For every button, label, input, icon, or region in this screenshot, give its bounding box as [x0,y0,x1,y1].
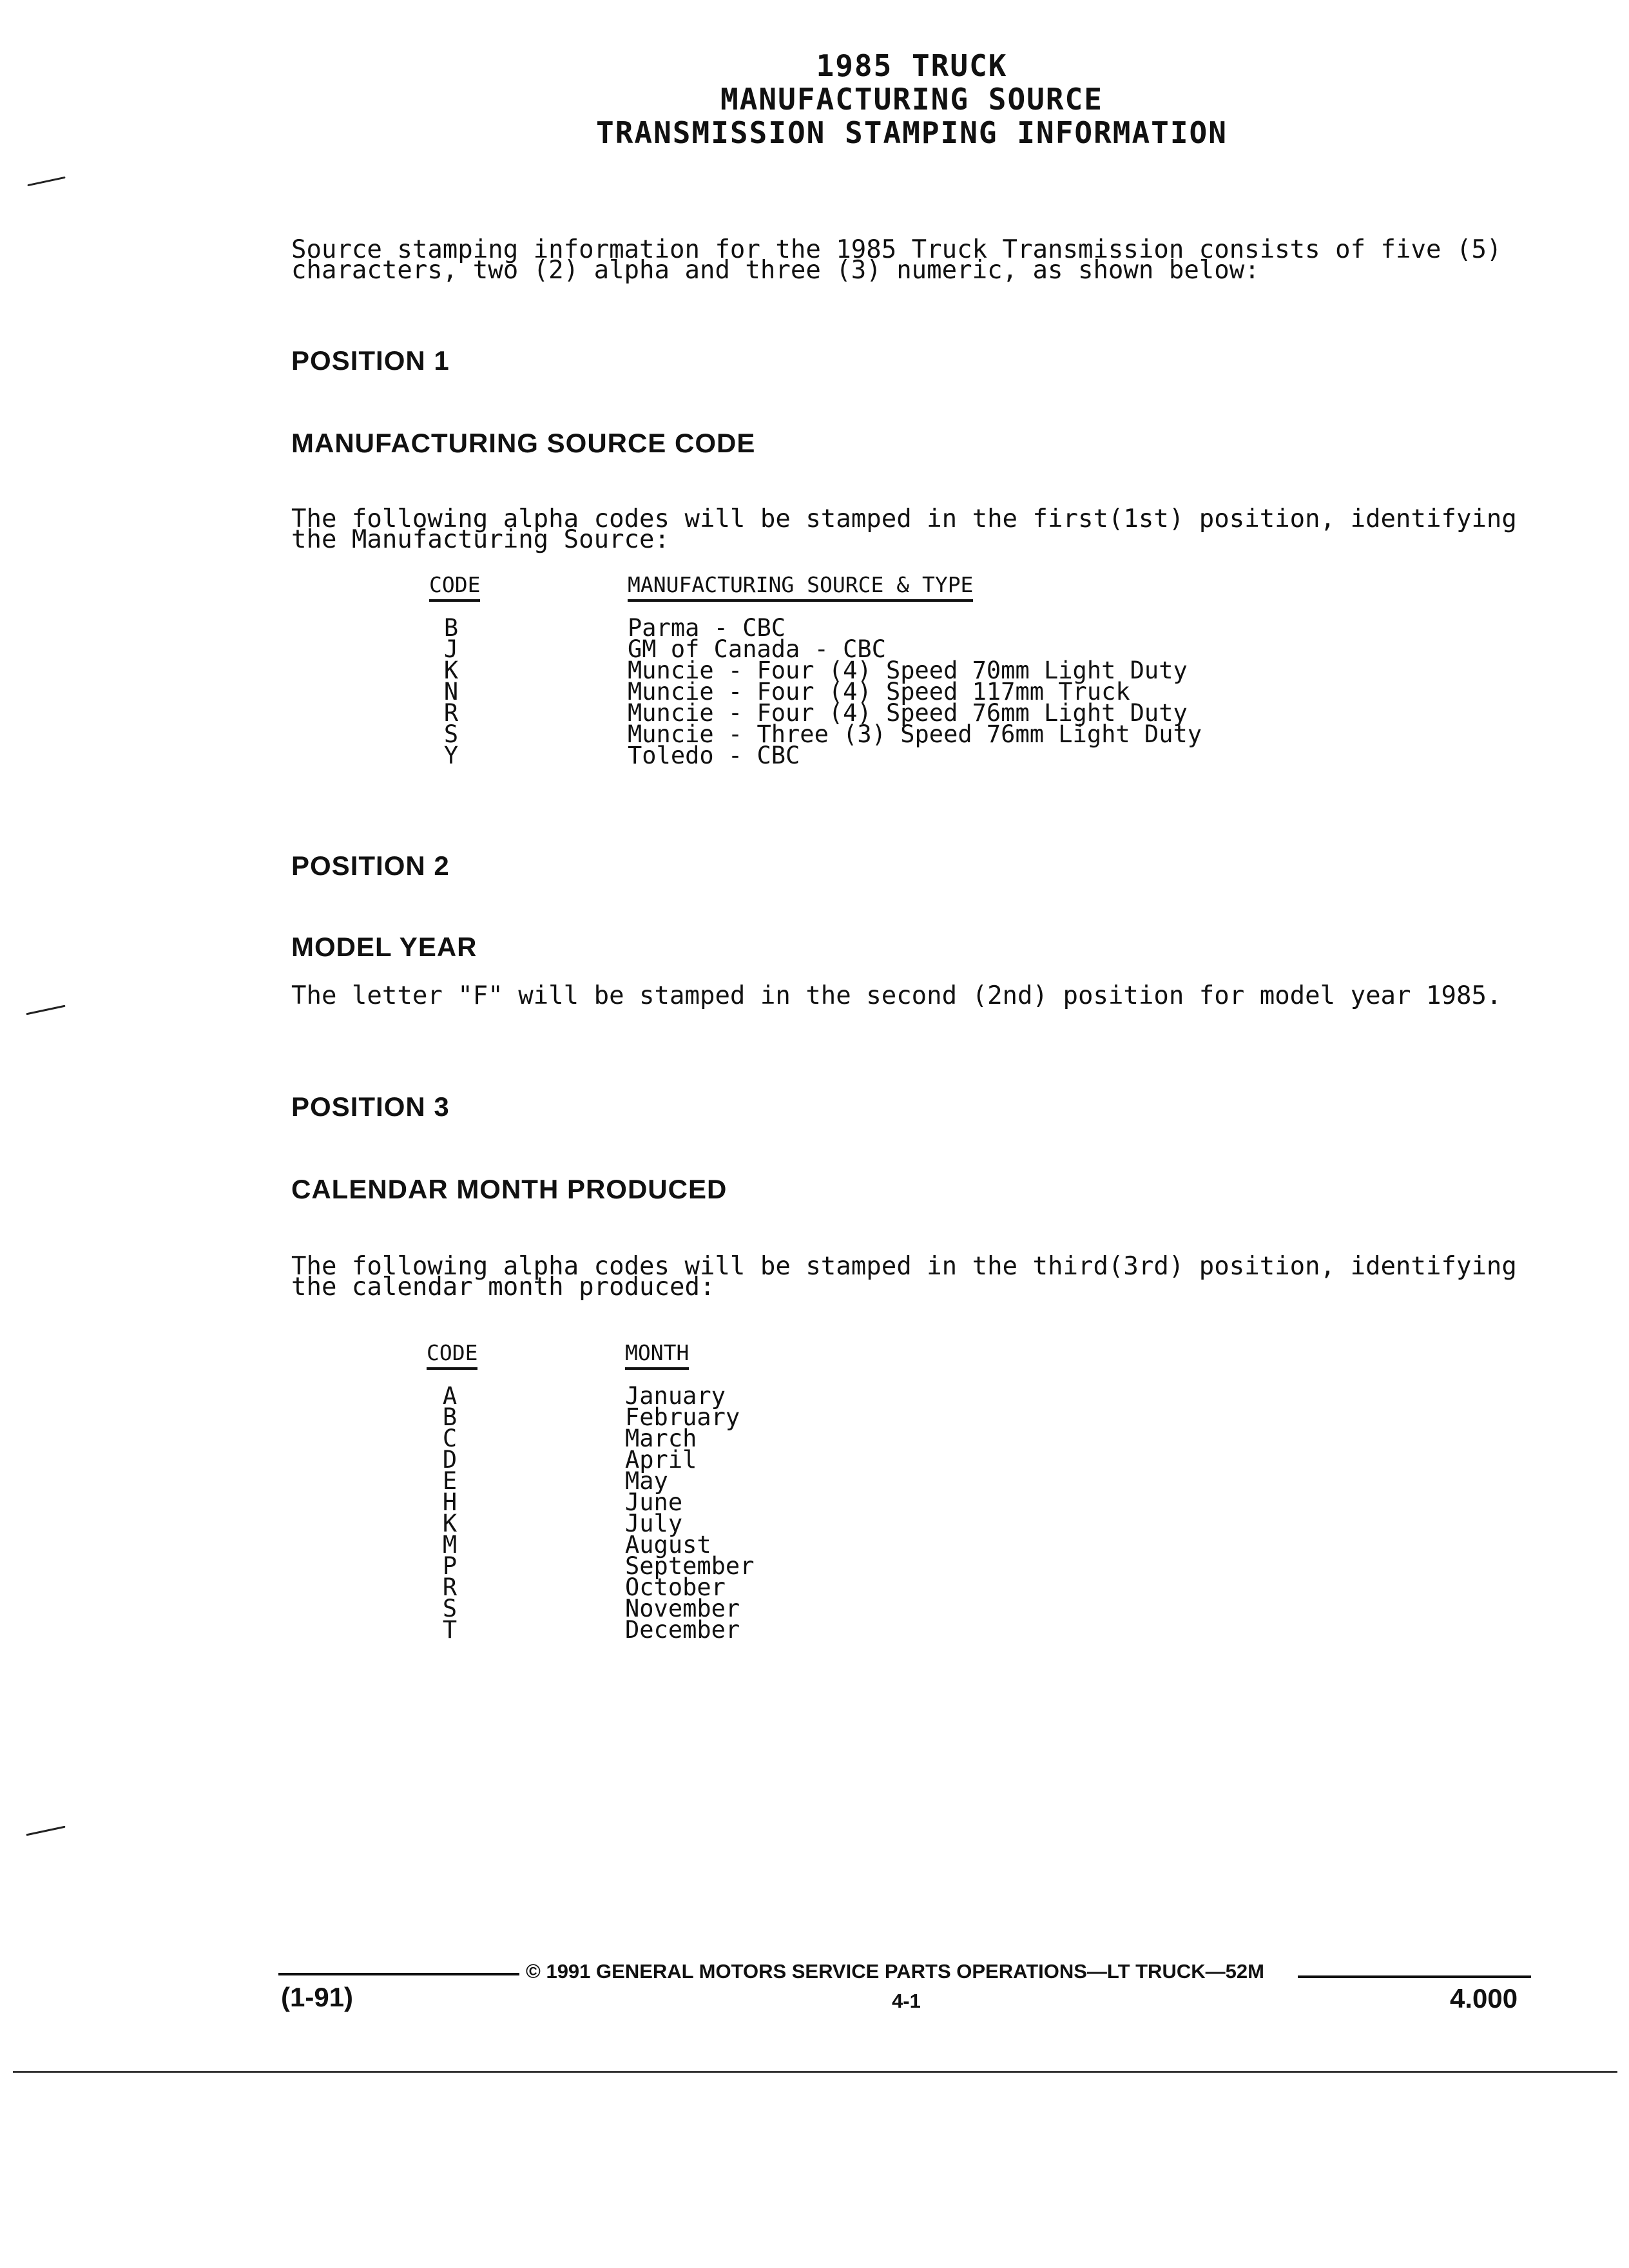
month-name: October [625,1573,726,1601]
source-type: Muncie - Four (4) Speed 117mm Truck [628,678,1130,706]
footer-rule-right [1298,1975,1531,1978]
footer-revision: (1-91) [281,1982,354,2012]
month-code: B [442,1403,458,1431]
footer-section-number: 4.000 [1450,1983,1518,2013]
month-name: December [625,1616,740,1644]
month-code: E [442,1467,458,1495]
month-code: S [442,1595,458,1622]
month-name: May [625,1467,668,1495]
model-year-text: The letter "F" will be stamped in the second (2nd) position for model year 1985. [291,981,1502,1010]
month-name: November [625,1595,740,1622]
binder-mark [26,1826,65,1836]
source-type-column-header: MANUFACTURING SOURCE & TYPE [628,572,973,602]
month-list [625,1382,755,1644]
source-code: B [443,614,459,642]
title-line-3: TRANSMISSION STAMPING INFORMATION [596,115,1228,150]
month-code: A [442,1382,458,1410]
month-code: R [442,1573,458,1601]
intro-line-2: characters, two (2) alpha and three (3) numeric, as shown below: [291,256,1260,285]
position-3-text-line-2: the calendar month produced: [291,1273,715,1302]
source-code: S [443,720,459,748]
page-bottom-rule [13,2071,1617,2073]
source-code-column-header: CODE [429,572,480,602]
source-type: Parma - CBC [628,614,786,642]
position-1-text-line-1: The following alpha codes will be stamped in the first(1st) position, identifying [291,505,1517,533]
title-line-2: MANUFACTURING SOURCE [720,82,1103,117]
month-code: M [442,1531,458,1559]
month-name: March [625,1425,697,1452]
month-code: H [442,1488,458,1516]
source-type: Muncie - Four (4) Speed 70mm Light Duty [628,657,1188,684]
position-3-heading: POSITION 3 [291,1091,450,1122]
source-code: J [443,635,459,663]
source-type: Muncie - Three (3) Speed 76mm Light Duty [628,720,1202,748]
source-code: K [443,657,459,684]
source-code: N [443,678,459,706]
month-name: June [625,1488,683,1516]
position-1-heading: POSITION 1 [291,345,450,376]
footer-copyright: © 1991 GENERAL MOTORS SERVICE PARTS OPERATIONS—LT TRUCK—52M [526,1960,1264,1983]
source-type: Toledo - CBC [628,742,800,769]
source-code: Y [443,742,459,769]
month-code: C [442,1425,458,1452]
month-name: September [625,1552,755,1580]
source-type: Muncie - Four (4) Speed 76mm Light Duty [628,699,1188,727]
month-name: July [625,1510,683,1537]
manufacturing-source-heading: MANUFACTURING SOURCE CODE [291,428,756,458]
month-name: April [625,1446,697,1474]
month-name: February [625,1403,740,1431]
source-code: R [443,699,459,727]
month-column-header: MONTH [625,1340,689,1370]
source-type: GM of Canada - CBC [628,635,886,663]
month-code: K [442,1510,458,1537]
footer-page-number: 4-1 [892,1990,921,2012]
footer-rule-left [278,1973,519,1975]
intro-line-1: Source stamping information for the 1985 Truck Transmission consists of five (5) [291,235,1502,264]
month-name: August [625,1531,711,1559]
title-line-1: 1985 TRUCK [816,48,1008,83]
month-code-column-header: CODE [427,1340,477,1370]
month-code: T [442,1616,458,1644]
month-name: January [625,1382,726,1410]
position-3-text-line-1: The following alpha codes will be stamped in the third(3rd) position, identifying [291,1252,1517,1281]
position-1-text-line-2: the Manufacturing Source: [291,525,670,554]
month-code: P [442,1552,458,1580]
month-code-list [421,1382,479,1644]
model-year-heading: MODEL YEAR [291,932,477,962]
source-code-list [422,614,480,769]
binder-mark [27,177,65,186]
binder-mark [26,1005,65,1015]
source-type-list [628,614,1202,769]
position-2-heading: POSITION 2 [291,850,450,881]
month-code: D [442,1446,458,1474]
calendar-month-heading: CALENDAR MONTH PRODUCED [291,1174,728,1204]
